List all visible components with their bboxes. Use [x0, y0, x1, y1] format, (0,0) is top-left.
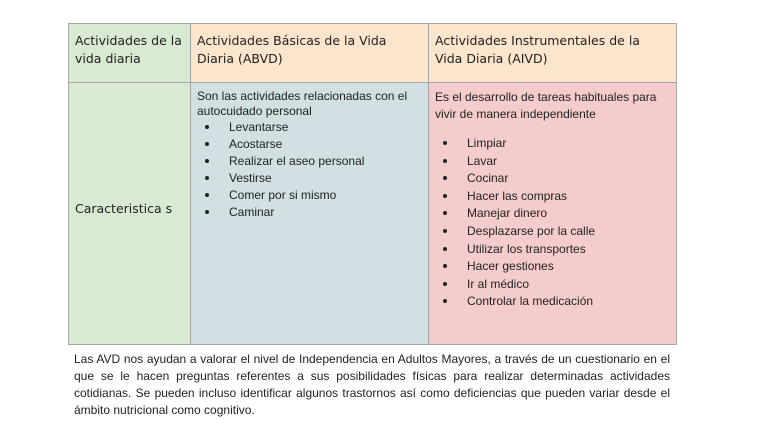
header-aivd: Actividades Instrumentales de la Vida Diaria (AIVD): [435, 33, 640, 66]
aivd-list-item: Limpiar: [429, 135, 676, 153]
aivd-list-item: Cocinar: [429, 170, 676, 188]
aivd-list-item: Utilizar los transportes: [429, 241, 676, 259]
abvd-list-item: Levantarse: [191, 119, 428, 136]
header-activities: Actividades de la vida diaria: [75, 33, 182, 66]
abvd-intro: Son las actividades relacionadas con el autocuidado personal: [197, 89, 408, 118]
abvd-list: [191, 119, 428, 221]
aivd-list-item: Hacer gestiones: [429, 258, 676, 276]
aivd-list-item: Ir al médico: [429, 276, 676, 294]
header-row: [69, 24, 677, 83]
aivd-list-item: Desplazarse por la calle: [429, 223, 676, 241]
aivd-cell: [429, 83, 677, 345]
header-abvd: Actividades Básicas de la Vida Diaria (ABVD): [197, 33, 387, 66]
row-label-cell: [69, 83, 191, 345]
abvd-list-item: Comer por si mismo: [191, 187, 428, 204]
aivd-list-item: Hacer las compras: [429, 188, 676, 206]
abvd-list-item: Vestirse: [191, 170, 428, 187]
description-paragraph: Las AVD nos ayudan a valorar el nivel de Independencia en Adultos Mayores, a través de un cuestionario en el que se le hacen preguntas referentes a sus posibilidades físicas para realizar determinadas actividades cotidianas. Se pueden incluso identificar algunos trastornos así como deficiencias que pueden variar desde el ámbito nutricional como cognitivo.: [74, 352, 670, 417]
header-cell-abvd: [191, 24, 429, 83]
abvd-list-item: Realizar el aseo personal: [191, 153, 428, 170]
aivd-intro: Es el desarrollo de tareas habituales para vivir de manera independiente: [435, 90, 657, 121]
header-cell-aivd: [429, 24, 677, 83]
aivd-list: [429, 135, 676, 311]
aivd-list-item: Lavar: [429, 153, 676, 171]
activities-table: [68, 23, 677, 345]
abvd-cell: [191, 83, 429, 345]
abvd-list-item: Caminar: [191, 204, 428, 221]
row-label-caracteristicas: Caracteristica s: [75, 200, 173, 216]
characteristics-row: [69, 83, 677, 345]
header-cell-activities: [69, 24, 191, 83]
aivd-list-item: Controlar la medicación: [429, 293, 676, 311]
aivd-list-item: Manejar dinero: [429, 205, 676, 223]
abvd-list-item: Acostarse: [191, 136, 428, 153]
